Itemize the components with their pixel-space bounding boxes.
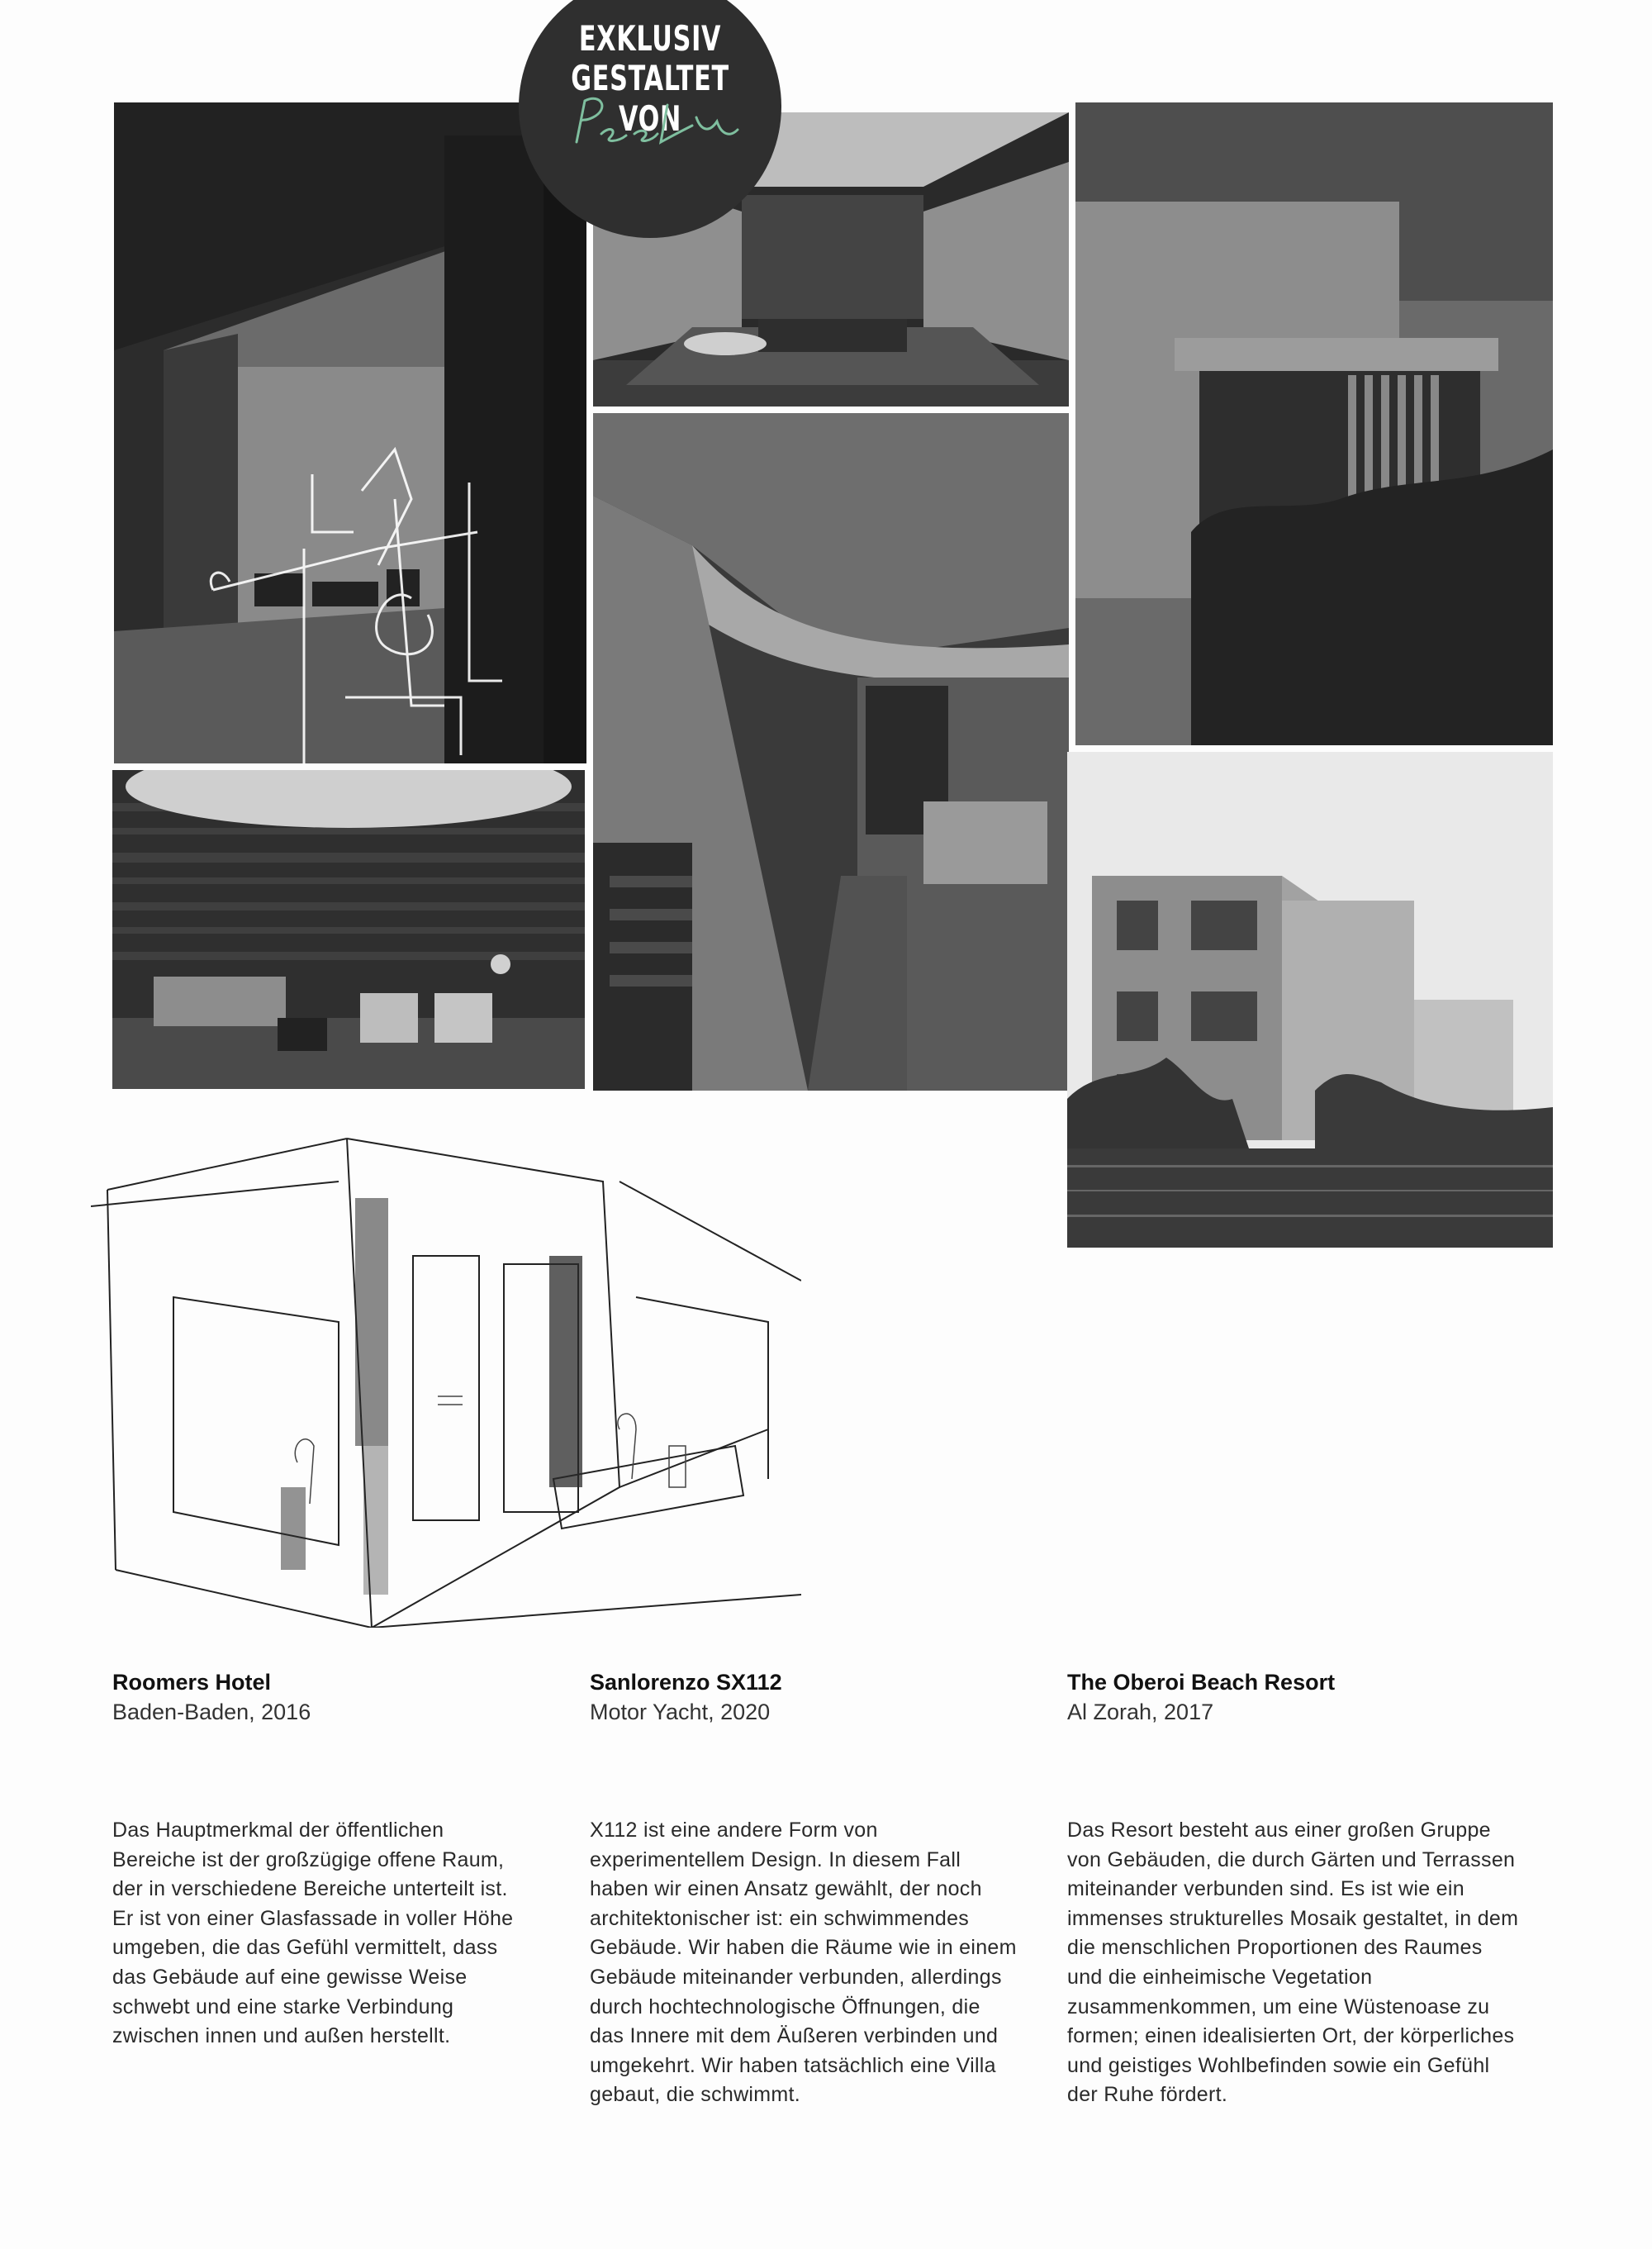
caption-subtitle: Baden-Baden, 2016 <box>112 1700 311 1724</box>
caption-title: Roomers Hotel <box>112 1670 272 1695</box>
caption-sanlorenzo <box>590 1667 782 1727</box>
badge-line-2: GESTALTET VON <box>571 58 729 139</box>
text-sanlorenzo: X112 ist eine andere Form von experimentellem Design. In diesem Fall haben wir einen Ansatz gewählt, der noch architektonischer ist: ein schwimmendes Gebäude. Wir haben die Räume wie in einem Gebäude miteinander verbunden, allerdings durch hochtechnologische Öffnungen, die das Innere mit dem Äußeren verbinden und umgekehrt. Wir haben tatsächlich eine Villa gebaut, die schwimmt. <box>590 1819 1017 2107</box>
roomers-lounge-photo <box>112 770 585 1089</box>
badge-line-1: EXKLUSIV <box>578 18 722 59</box>
caption-subtitle: Al Zorah, 2017 <box>1067 1700 1214 1724</box>
hotel-lobby-sketch <box>91 1132 801 1628</box>
yacht-corridor-photo <box>593 413 1069 1091</box>
caption-roomers <box>112 1667 311 1727</box>
signature-icon <box>560 84 742 167</box>
text-oberoi: Das Resort besteht aus einer großen Gruppe von Gebäuden, die durch Gärten und Terrassen miteinander verbunden sind. Es ist wie ein immenses strukturelles Mosaik gestaltet, in dem die menschlichen Proportionen des Raumes und die einheimische Vegetation zusammenkommen, um eine Wüstenoase zu formen; einen idealisierten Ort, der körperliches und geistiges Wohlbefinden sowie ein Gefühl der Ruhe fördert. <box>1067 1819 1519 2107</box>
oberoi-villa-photo <box>1075 102 1553 745</box>
oberoi-building-photo <box>1067 752 1553 1248</box>
text-roomers: Das Hauptmerkmal der öffentlichen Bereiche ist der großzügige offene Raum, der in verschiedene Bereiche unterteilt ist. Er ist von einer Glasfassade in voller Höhe umgeben, die das Gefühl vermittelt, dass das Gebäude auf eine gewisse Weise schwebt und eine starke Verbindung zwischen innen und außen herstellt. <box>112 1819 514 2048</box>
caption-title: Sanlorenzo SX112 <box>590 1670 782 1695</box>
caption-title: The Oberoi Beach Resort <box>1067 1670 1336 1695</box>
roomers-lobby-photo <box>114 102 586 763</box>
caption-subtitle: Motor Yacht, 2020 <box>590 1700 771 1724</box>
caption-oberoi <box>1067 1667 1335 1727</box>
